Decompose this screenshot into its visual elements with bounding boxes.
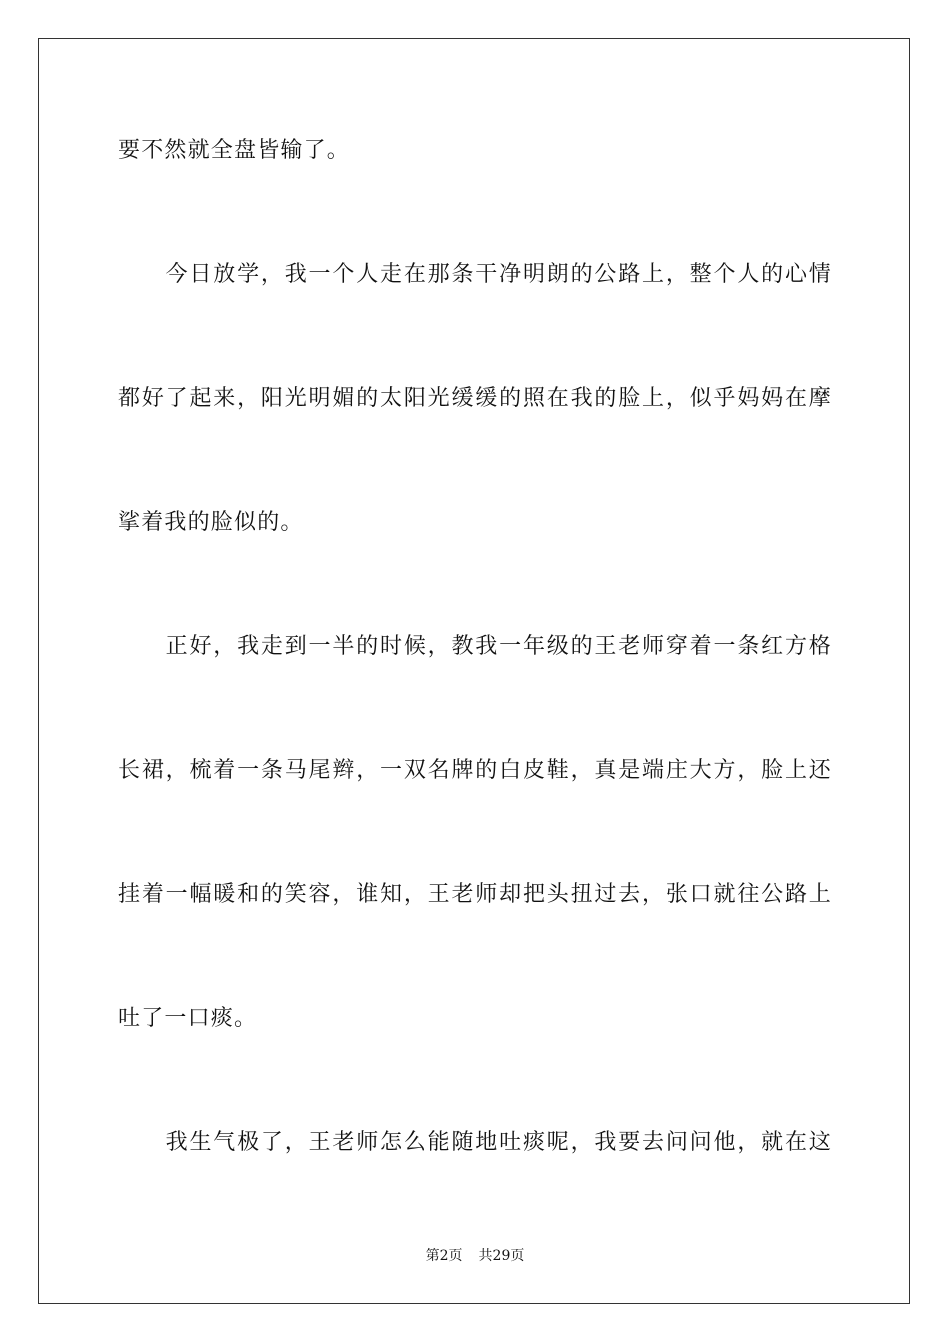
body-text-line: 挲着我的脸似的。 — [118, 510, 304, 535]
body-text-line: 我生气极了，王老师怎么能随地吐痰呢，我要去问问他，就在这 — [118, 1130, 832, 1155]
page-footer — [0, 1246, 950, 1266]
body-text-line: 要不然就全盘皆输了。 — [118, 138, 351, 163]
body-text-line: 今日放学，我一个人走在那条干净明朗的公路上，整个人的心情 — [118, 262, 832, 287]
body-text-line: 长裙，梳着一条马尾辫，一双名牌的白皮鞋，真是端庄大方，脸上还 — [118, 758, 832, 783]
page-frame — [38, 38, 910, 1304]
body-text-line: 正好，我走到一半的时候，教我一年级的王老师穿着一条红方格 — [118, 634, 832, 659]
body-text-line: 吐了一口痰。 — [118, 1006, 258, 1031]
body-text-line: 都好了起来，阳光明媚的太阳光缓缓的照在我的脸上，似乎妈妈在摩 — [118, 386, 832, 411]
page-total: 共29页 — [478, 1248, 525, 1264]
body-text-line: 挂着一幅暖和的笑容，谁知，王老师却把头扭过去，张口就往公路上 — [118, 882, 832, 907]
page-number: 第2页 — [425, 1248, 463, 1264]
